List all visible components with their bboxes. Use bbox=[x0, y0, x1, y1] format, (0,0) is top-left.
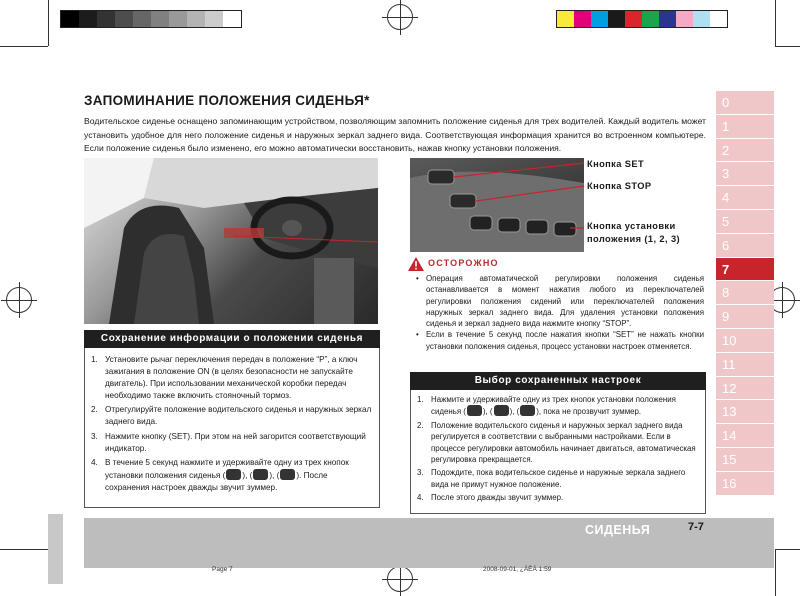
callout-set-button bbox=[587, 158, 644, 171]
registration-mark-bottom bbox=[387, 566, 413, 592]
trim-mark bbox=[0, 46, 48, 47]
chapter-tab-1[interactable]: 1 bbox=[716, 115, 774, 139]
footer-band bbox=[84, 518, 774, 568]
chapter-tab-3[interactable]: 3 bbox=[716, 162, 774, 186]
callout-set-label: Кнопка SET bbox=[587, 159, 645, 169]
list-item: 3. Нажмите кнопку (SET). При этом на ней загорится соответствующий индикатор. bbox=[91, 431, 366, 453]
position-2-button-icon bbox=[253, 469, 268, 480]
caution-item: • Если в течение 5 секунд после нажатия кнопки “SET” не нажать кнопки установки положения сиденья, процесс установки настроек отменяется. bbox=[414, 329, 704, 352]
chapter-tab-9[interactable]: 9 bbox=[716, 305, 774, 329]
trim-mark bbox=[775, 46, 800, 47]
callout-position-line1: Кнопка установки bbox=[587, 221, 676, 231]
slug-date: 2008-09-01, ¿ÀÈÄ 1:59 bbox=[483, 566, 552, 573]
list-item: 2. Положение водительского сиденья и наружных зеркал заднего вида регулируется в соответствии с выбранными настройками. Если в процессе регулировки автомобиль начинает двигаться, автоматическая регулировка прекращается. bbox=[417, 420, 696, 465]
chapter-tab-15[interactable]: 15 bbox=[716, 448, 774, 472]
chapter-tab-5[interactable]: 5 bbox=[716, 210, 774, 234]
caution-heading: ОСТОРОЖНО bbox=[428, 258, 499, 268]
footer-section-title: СИДЕНЬЯ bbox=[585, 523, 651, 537]
chapter-tab-4[interactable]: 4 bbox=[716, 186, 774, 210]
callout-position-line2: положения (1, 2, 3) bbox=[587, 234, 681, 244]
list-item: 1. Установите рычаг переключения передач в положение “P”, а ключ зажигания в положение ON (в целях безопасности не запускайте двигатель). При использовании механической коробки передач необходимо также включить стояночный тормоз. bbox=[91, 355, 358, 401]
trim-mark bbox=[775, 0, 776, 46]
list-item: 3. Подождите, пока водительское сиденье и наружные зеркала заднего вида не примут нужное положение. bbox=[417, 468, 686, 489]
position-1-button-icon bbox=[467, 405, 482, 416]
intro-paragraph: Водительское сиденье оснащено запоминающим устройством, позволяющим запомнить положение сиденья для трех водителей. Каждый водитель может установить удобное для него положение сиденья и наружных зеркал заднего вида. Соответствующая информация хранится во встроенном компьютере. Если положение сиденья было изменено, его можно автоматически восстановить, нажав кнопку установки положения. bbox=[84, 116, 706, 154]
registration-mark-top bbox=[387, 4, 413, 30]
slug-page: Page 7 bbox=[212, 566, 233, 573]
recall-section-heading: Выбор сохраненных настроек bbox=[410, 372, 706, 390]
trim-mark bbox=[775, 549, 800, 550]
position-2-button-icon bbox=[494, 405, 509, 416]
position-3-button-icon bbox=[280, 469, 295, 480]
chapter-tab-13[interactable]: 13 bbox=[716, 400, 774, 424]
chapter-tab-14[interactable]: 14 bbox=[716, 424, 774, 448]
chapter-tab-10[interactable]: 10 bbox=[716, 329, 774, 353]
trim-mark bbox=[0, 549, 48, 550]
chapter-tabs bbox=[716, 91, 774, 496]
save-section-box bbox=[84, 348, 380, 508]
footer-side-strip bbox=[48, 514, 63, 584]
chapter-tab-11[interactable]: 11 bbox=[716, 353, 774, 377]
list-item: 1. Нажмите и удерживайте одну из трех кнопок установки положения сиденья ( ), ( ), ( ), пока не прозвучит зуммер. bbox=[417, 395, 676, 417]
trim-mark bbox=[775, 549, 776, 596]
save-section-heading: Сохранение информации о положении сиденья bbox=[84, 330, 380, 348]
chapter-tab-2[interactable]: 2 bbox=[716, 139, 774, 163]
trim-mark bbox=[48, 0, 49, 46]
position-3-button-icon bbox=[520, 405, 535, 416]
registration-mark-left bbox=[6, 287, 32, 313]
callout-stop-button bbox=[587, 180, 652, 193]
callout-stop-label: Кнопка STOP bbox=[587, 181, 652, 191]
chapter-tab-16[interactable]: 16 bbox=[716, 472, 774, 496]
chapter-tab-8[interactable]: 8 bbox=[716, 281, 774, 305]
save-steps-list bbox=[85, 348, 379, 494]
recall-steps-list bbox=[411, 390, 705, 504]
caution-list bbox=[414, 273, 704, 352]
chapter-tab-0[interactable]: 0 bbox=[716, 91, 774, 115]
recall-section-box bbox=[410, 390, 706, 514]
chapter-tab-12[interactable]: 12 bbox=[716, 377, 774, 401]
list-item: 4. После этого дважды звучит зуммер. bbox=[417, 493, 564, 503]
list-item: 2. Отрегулируйте положение водительского сиденья и наружных зеркал заднего вида. bbox=[91, 405, 372, 427]
grey-calibration-bar bbox=[60, 10, 242, 28]
warning-triangle-icon bbox=[408, 257, 424, 271]
page-title: ЗАПОМИНАНИЕ ПОЛОЖЕНИЯ СИДЕНЬЯ* bbox=[84, 93, 370, 108]
caution-item: • Операция автоматической регулировки положения сиденья останавливается в момент нажатия любого из переключателей регулировки положения сидений или переключателей положения наружных зеркал заднего вида. Для удаления установки положения сиденья и зеркал заднего вида нажмите кнопку “STOP”. bbox=[414, 273, 704, 329]
car-interior-photo bbox=[84, 158, 378, 324]
footer-page-number: 7-7 bbox=[688, 521, 704, 533]
callout-position-buttons bbox=[587, 220, 680, 246]
chapter-tab-6[interactable]: 6 bbox=[716, 234, 774, 258]
memory-buttons-photo bbox=[410, 158, 584, 252]
chapter-tab-7[interactable]: 7 bbox=[716, 258, 774, 282]
position-1-button-icon bbox=[226, 469, 241, 480]
list-item: 4. В течение 5 секунд нажмите и удерживайте одну из трех кнопок установки положения сиденья ( ), ( ), ( ). После сохранения настроек дважды звучит зуммер. bbox=[91, 457, 349, 492]
color-calibration-bar bbox=[556, 10, 728, 28]
